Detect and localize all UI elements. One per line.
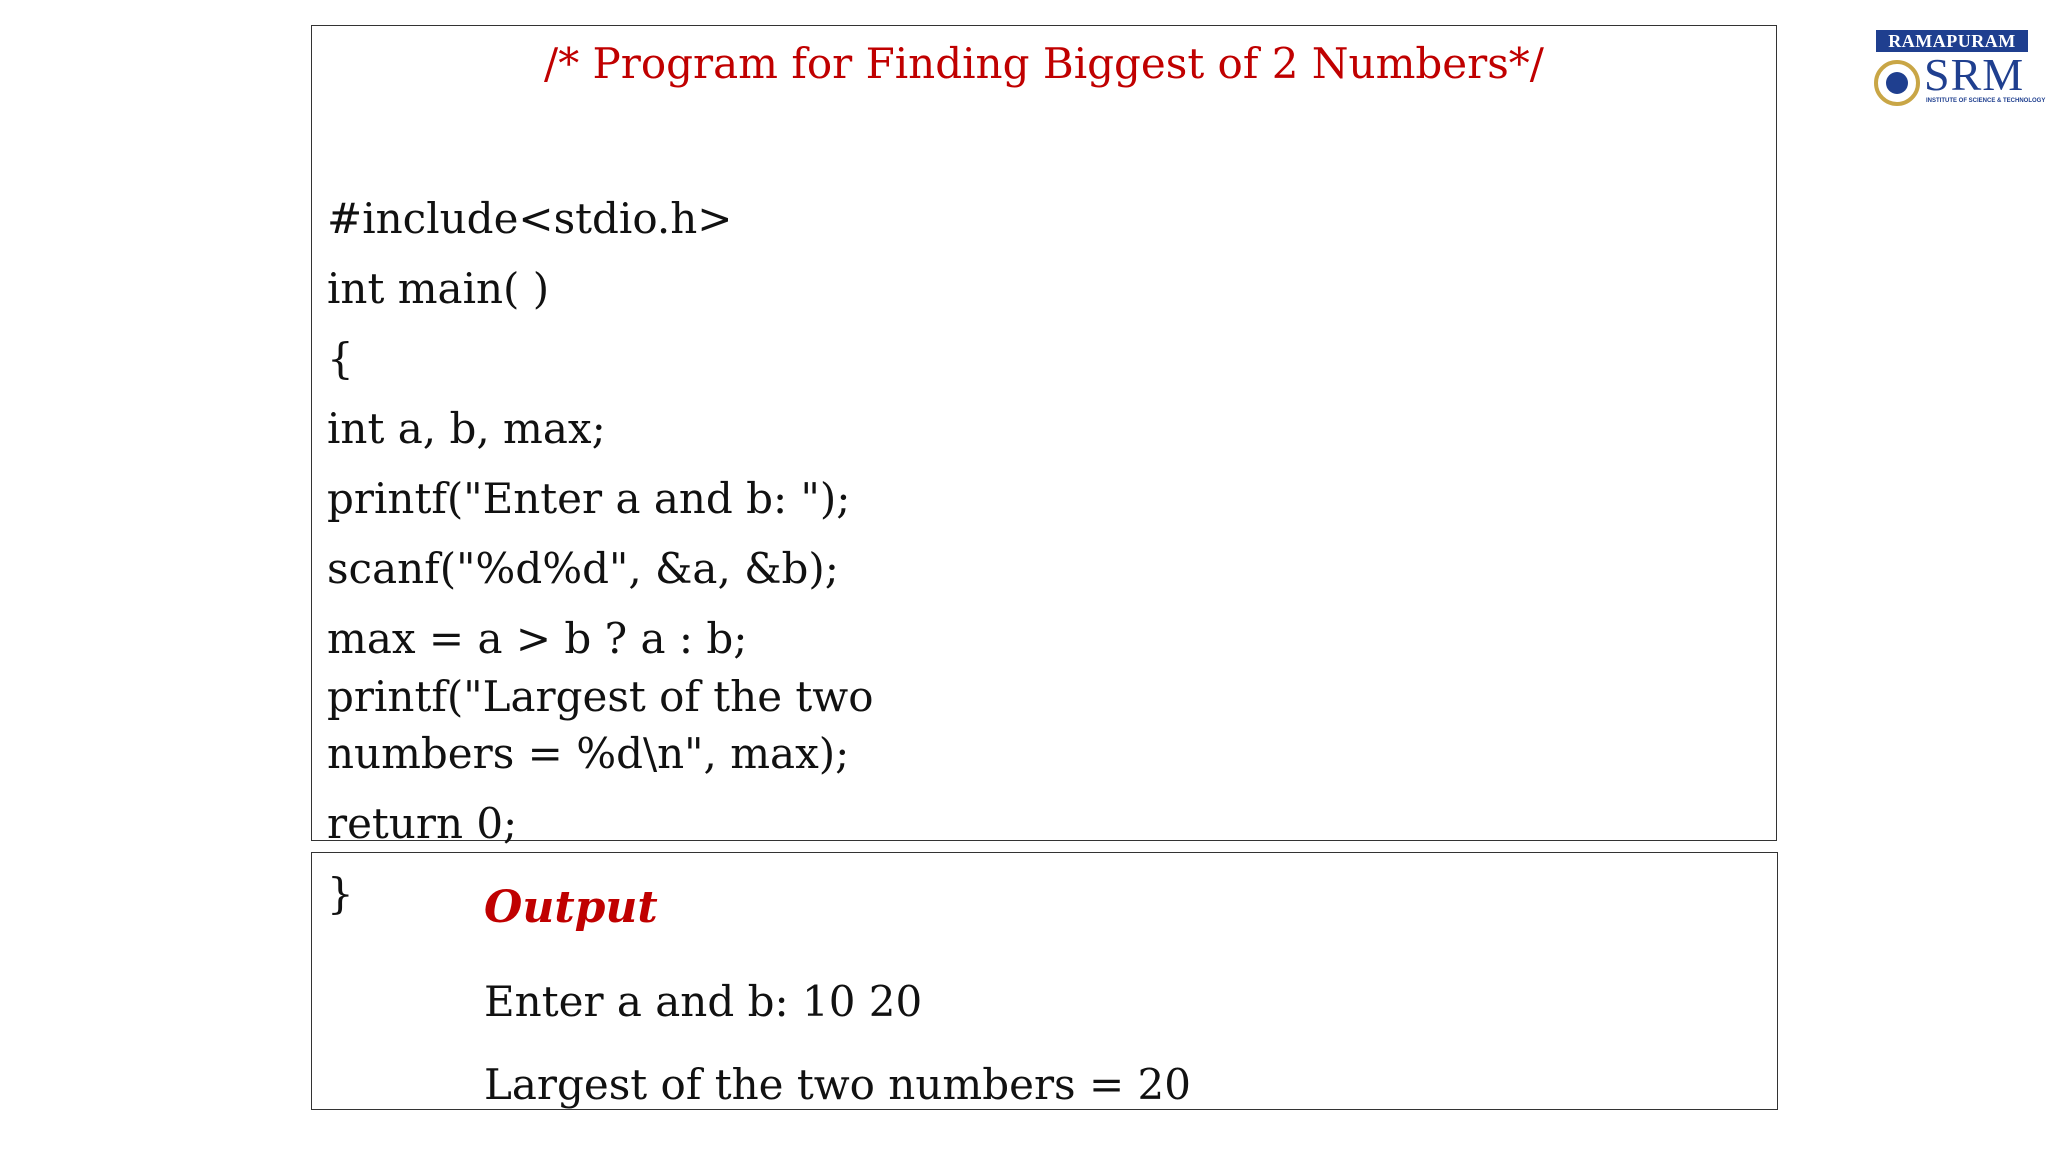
code-line: return 0;	[327, 799, 518, 848]
code-line: scanf("%d%d", &a, &b);	[327, 544, 839, 593]
output-line: Enter a and b: 10 20	[484, 977, 923, 1026]
code-line: max = a > b ? a : b;	[327, 614, 748, 663]
code-line: int a, b, max;	[327, 404, 606, 453]
code-line: int main( )	[327, 264, 550, 313]
seal-icon	[1874, 60, 1920, 106]
code-line: #include<stdio.h>	[327, 194, 733, 243]
output-line: Largest of the two numbers = 20	[484, 1060, 1191, 1109]
logo-name: SRM	[1924, 49, 2025, 100]
logo-banner: RAMAPURAM	[1876, 30, 2028, 52]
code-line: {	[327, 334, 354, 383]
code-line: printf("Largest of the two	[327, 672, 874, 721]
code-line: printf("Enter a and b: ");	[327, 474, 851, 523]
output-heading: Output	[484, 882, 658, 933]
slide-title: /* Program for Finding Biggest of 2 Numbers*/	[544, 39, 1544, 88]
srm-logo	[1872, 28, 2046, 110]
logo-subtitle: INSTITUTE OF SCIENCE & TECHNOLOGY	[1926, 98, 2046, 104]
code-line: numbers = %d\n", max);	[327, 729, 850, 778]
code-line: }	[327, 869, 354, 918]
